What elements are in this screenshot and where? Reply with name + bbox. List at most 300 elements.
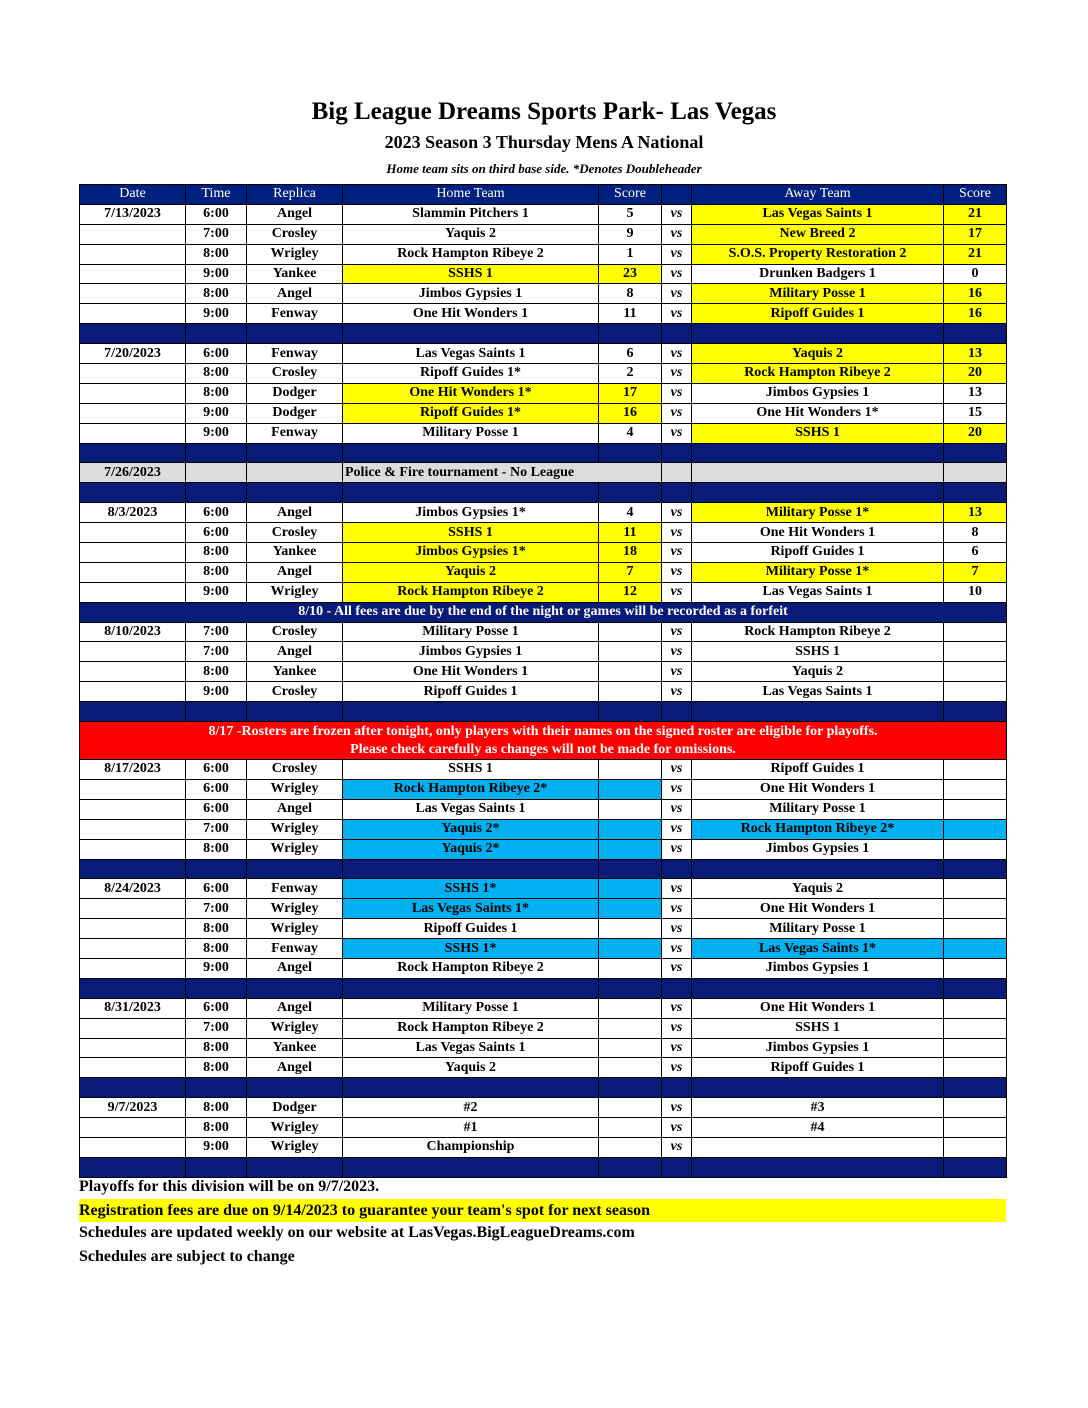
separator-cell [662,1157,692,1177]
date-cell [80,383,186,403]
field-cell: Crosley [247,224,343,244]
away-score-cell: 0 [944,264,1007,284]
away-score-cell [944,939,1007,959]
time-cell: 7:00 [186,622,247,642]
date-cell [80,523,186,543]
home-team-cell: Yaquis 2 [343,562,599,582]
home-score-cell [599,1058,662,1078]
col-home-header: Home Team [343,185,599,205]
away-score-cell [944,779,1007,799]
vs-cell: vs [662,939,692,959]
away-team-cell: Rock Hampton Ribeye 2 [692,364,944,384]
away-team-cell: Las Vegas Saints 1 [692,204,944,224]
table-row [80,819,1007,839]
home-score-cell [599,939,662,959]
table-row [80,1038,1007,1058]
home-team-cell: Slammin Pitchers 1 [343,204,599,224]
date-cell [80,939,186,959]
field-cell: Angel [247,284,343,304]
table-row [80,364,1007,384]
date-cell [80,224,186,244]
away-score-cell [944,919,1007,939]
home-score-cell: 9 [599,224,662,244]
date-cell: 8/24/2023 [80,879,186,899]
separator-cell [247,859,343,879]
table-row [80,224,1007,244]
home-team-cell: Championship [343,1137,599,1157]
field-cell: Angel [247,1058,343,1078]
away-score-cell [944,1058,1007,1078]
away-team-cell: Rock Hampton Ribeye 2* [692,819,944,839]
home-score-cell: 12 [599,582,662,602]
separator-cell [662,1078,692,1098]
home-team-cell: SSHS 1 [343,523,599,543]
date-cell [80,682,186,702]
home-team-cell: Ripoff Guides 1 [343,682,599,702]
separator-cell [343,978,599,998]
date-cell [80,403,186,423]
time-cell: 9:00 [186,582,247,602]
away-team-cell: Jimbos Gypsies 1 [692,958,944,978]
table-row [80,642,1007,662]
page-subtitle: 2023 Season 3 Thursday Mens A National [384,132,704,152]
table-header-row [80,185,1007,205]
date-cell [80,582,186,602]
away-score-cell: 8 [944,523,1007,543]
vs-cell: vs [662,1098,692,1118]
away-score-cell: 10 [944,582,1007,602]
home-team-cell: #2 [343,1098,599,1118]
time-cell: 6:00 [186,503,247,523]
table-row [80,244,1007,264]
no-league-note: Police & Fire tournament - No League [343,463,662,483]
separator-cell [247,702,343,722]
home-score-cell [599,1038,662,1058]
home-score-cell: 6 [599,344,662,364]
vs-cell: vs [662,760,692,780]
separator-cell [247,978,343,998]
home-team-cell: Rock Hampton Ribeye 2 [343,1018,599,1038]
no-league-row [80,463,1007,483]
vs-cell: vs [662,958,692,978]
date-cell [80,1018,186,1038]
date-cell [80,423,186,443]
date-cell [80,1137,186,1157]
separator-cell [599,443,662,463]
playoffs-note: Playoffs for this division will be on 9/7/2023. [79,1178,380,1195]
field-cell: Wrigley [247,244,343,264]
col-away-score-header: Score [944,185,1007,205]
away-team-cell: Ripoff Guides 1 [692,760,944,780]
field-cell: Wrigley [247,1137,343,1157]
date-cell [80,899,186,919]
date-cell [80,662,186,682]
home-team-cell: Rock Hampton Ribeye 2* [343,779,599,799]
separator-cell [247,443,343,463]
away-team-cell: Las Vegas Saints 1* [692,939,944,959]
website-note: Schedules are updated weekly on our website at LasVegas.BigLeagueDreams.com [79,1224,635,1241]
table-row [80,760,1007,780]
table-row [80,383,1007,403]
table-row [80,304,1007,324]
separator-cell [944,443,1007,463]
vs-cell: vs [662,383,692,403]
separator-row [80,978,1007,998]
separator-cell [80,702,186,722]
separator-cell [944,324,1007,344]
away-team-cell: Military Posse 1* [692,503,944,523]
fees-note-row [80,602,1007,622]
away-score-cell [944,899,1007,919]
date-cell: 8/17/2023 [80,760,186,780]
separator-cell [186,1078,247,1098]
separator-cell [186,483,247,503]
home-score-cell [599,839,662,859]
separator-cell [186,859,247,879]
away-team-cell: Yaquis 2 [692,344,944,364]
table-row [80,879,1007,899]
time-cell: 9:00 [186,423,247,443]
home-team-cell: Las Vegas Saints 1 [343,799,599,819]
separator-cell [247,1078,343,1098]
separator-cell [186,978,247,998]
away-team-cell: #4 [692,1118,944,1138]
away-team-cell: Military Posse 1 [692,919,944,939]
separator-cell [662,978,692,998]
away-score-cell [944,839,1007,859]
separator-cell [692,443,944,463]
separator-row [80,324,1007,344]
home-team-cell: Jimbos Gypsies 1* [343,543,599,563]
separator-cell [343,324,599,344]
vs-cell: vs [662,1038,692,1058]
separator-row [80,1078,1007,1098]
separator-cell [599,483,662,503]
time-cell: 8:00 [186,562,247,582]
home-team-cell: Military Posse 1 [343,998,599,1018]
separator-cell [692,483,944,503]
away-team-cell: Drunken Badgers 1 [692,264,944,284]
change-note: Schedules are subject to change [79,1248,295,1265]
away-score-cell: 17 [944,224,1007,244]
separator-cell [80,1078,186,1098]
home-team-cell: Yaquis 2* [343,819,599,839]
time-cell: 6:00 [186,760,247,780]
away-team-cell [692,1137,944,1157]
separator-cell [186,324,247,344]
vs-cell: vs [662,839,692,859]
away-score-cell [944,662,1007,682]
away-score-cell: 13 [944,503,1007,523]
vs-cell: vs [662,899,692,919]
table-row [80,622,1007,642]
separator-cell [80,324,186,344]
field-cell: Fenway [247,304,343,324]
home-team-cell: Military Posse 1 [343,423,599,443]
field-cell: Angel [247,642,343,662]
separator-cell [662,859,692,879]
separator-cell [599,978,662,998]
registration-note: Registration fees are due on 9/14/2023 to guarantee your team's spot for next season [79,1199,1006,1222]
time-cell: 9:00 [186,264,247,284]
time-cell: 7:00 [186,819,247,839]
field-cell: Crosley [247,682,343,702]
field-cell: Fenway [247,344,343,364]
home-score-cell [599,879,662,899]
time-cell: 8:00 [186,284,247,304]
home-score-cell [599,779,662,799]
away-team-cell: Ripoff Guides 1 [692,543,944,563]
separator-cell [944,702,1007,722]
separator-row [80,1157,1007,1177]
away-score-cell [944,799,1007,819]
home-team-cell: Rock Hampton Ribeye 2 [343,582,599,602]
time-cell: 7:00 [186,1018,247,1038]
field-cell: Dodger [247,1098,343,1118]
date-cell: 8/31/2023 [80,998,186,1018]
home-score-cell: 4 [599,503,662,523]
field-cell: Yankee [247,662,343,682]
away-team-cell: Yaquis 2 [692,879,944,899]
away-team-cell: SSHS 1 [692,642,944,662]
separator-cell [343,1078,599,1098]
away-score-cell [944,958,1007,978]
home-team-cell: Ripoff Guides 1* [343,364,599,384]
vs-cell: vs [662,304,692,324]
date-cell [80,264,186,284]
separator-cell [944,1078,1007,1098]
date-cell: 7/26/2023 [80,463,186,483]
time-cell: 8:00 [186,839,247,859]
home-score-cell: 8 [599,284,662,304]
home-score-cell [599,998,662,1018]
separator-cell [343,443,599,463]
away-score-cell: 16 [944,284,1007,304]
home-score-cell: 1 [599,244,662,264]
time-cell: 9:00 [186,403,247,423]
time-cell: 8:00 [186,919,247,939]
home-score-cell: 18 [599,543,662,563]
time-cell: 8:00 [186,244,247,264]
away-score-cell [944,463,1007,483]
time-cell: 7:00 [186,224,247,244]
time-cell: 8:00 [186,662,247,682]
separator-cell [662,702,692,722]
away-team-cell: Yaquis 2 [692,662,944,682]
separator-cell [80,859,186,879]
field-cell: Fenway [247,879,343,899]
table-row [80,1058,1007,1078]
separator-cell [186,702,247,722]
table-row [80,799,1007,819]
vs-cell: vs [662,1018,692,1038]
home-score-cell [599,662,662,682]
time-cell: 6:00 [186,799,247,819]
vs-cell: vs [662,204,692,224]
away-score-cell [944,879,1007,899]
field-cell: Dodger [247,383,343,403]
home-team-cell: Ripoff Guides 1 [343,919,599,939]
time-cell: 6:00 [186,779,247,799]
vs-cell: vs [662,779,692,799]
home-score-cell: 23 [599,264,662,284]
separator-cell [80,443,186,463]
date-cell [80,779,186,799]
separator-cell [343,859,599,879]
table-row [80,1018,1007,1038]
away-score-cell [944,1098,1007,1118]
away-team-cell: SSHS 1 [692,423,944,443]
vs-cell: vs [662,582,692,602]
away-team-cell: Las Vegas Saints 1 [692,682,944,702]
time-cell: 9:00 [186,682,247,702]
separator-cell [247,1157,343,1177]
field-cell: Crosley [247,523,343,543]
table-row [80,662,1007,682]
vs-cell: vs [662,403,692,423]
away-team-cell: Jimbos Gypsies 1 [692,1038,944,1058]
away-team-cell: Military Posse 1* [692,562,944,582]
home-score-cell: 2 [599,364,662,384]
away-team-cell: #3 [692,1098,944,1118]
vs-cell: vs [662,503,692,523]
vs-cell: vs [662,423,692,443]
table-row [80,562,1007,582]
time-cell: 8:00 [186,1098,247,1118]
table-row [80,403,1007,423]
home-score-cell: 7 [599,562,662,582]
separator-row [80,483,1007,503]
date-cell [80,958,186,978]
date-cell [80,543,186,563]
date-cell [80,1118,186,1138]
home-team-cell: Ripoff Guides 1* [343,403,599,423]
table-row [80,839,1007,859]
field-cell: Fenway [247,423,343,443]
field-cell: Crosley [247,364,343,384]
separator-cell [343,1157,599,1177]
away-score-cell: 15 [944,403,1007,423]
vs-cell: vs [662,919,692,939]
away-team-cell: Ripoff Guides 1 [692,1058,944,1078]
home-team-cell: One Hit Wonders 1 [343,304,599,324]
col-vs-header [662,185,692,205]
field-cell: Yankee [247,1038,343,1058]
away-score-cell: 21 [944,244,1007,264]
field-cell: Angel [247,204,343,224]
home-team-cell: Jimbos Gypsies 1 [343,284,599,304]
vs-cell: vs [662,682,692,702]
date-cell [80,839,186,859]
separator-cell [599,1078,662,1098]
home-team-cell: SSHS 1* [343,879,599,899]
separator-cell [944,1157,1007,1177]
page-title: Big League Dreams Sports Park- Las Vegas [311,98,777,125]
vs-cell: vs [662,284,692,304]
date-cell: 7/20/2023 [80,344,186,364]
table-row [80,284,1007,304]
home-score-cell [599,622,662,642]
table-row [80,204,1007,224]
home-score-cell: 17 [599,383,662,403]
field-cell: Wrigley [247,1018,343,1038]
home-score-cell: 11 [599,304,662,324]
time-cell: 6:00 [186,879,247,899]
home-team-cell: One Hit Wonders 1 [343,662,599,682]
field-cell [247,463,343,483]
away-score-cell: 20 [944,423,1007,443]
away-score-cell [944,760,1007,780]
date-cell [80,799,186,819]
time-cell: 7:00 [186,899,247,919]
home-team-cell: SSHS 1* [343,939,599,959]
field-cell: Wrigley [247,899,343,919]
separator-cell [692,859,944,879]
time-cell: 8:00 [186,1038,247,1058]
roster-note-line-1: 8/17 -Rosters are frozen after tonight, only players with their names on the signed roster are eligible for playoffs. [208,723,878,739]
fees-note: 8/10 - All fees are due by the end of the night or games will be recorded as a forfeit [80,602,1007,622]
table-row [80,344,1007,364]
away-score-cell [944,1038,1007,1058]
away-team-cell: One Hit Wonders 1 [692,523,944,543]
col-time-header: Time [186,185,247,205]
home-score-cell [599,1118,662,1138]
separator-row [80,443,1007,463]
home-score-cell [599,760,662,780]
field-cell: Yankee [247,543,343,563]
field-cell: Crosley [247,622,343,642]
home-team-cell: Yaquis 2* [343,839,599,859]
away-team-cell: One Hit Wonders 1 [692,899,944,919]
field-cell: Wrigley [247,1118,343,1138]
vs-cell: vs [662,364,692,384]
separator-cell [944,978,1007,998]
away-score-cell: 21 [944,204,1007,224]
table-row [80,523,1007,543]
field-cell: Angel [247,562,343,582]
away-score-cell [944,819,1007,839]
home-team-cell: SSHS 1 [343,264,599,284]
field-cell: Wrigley [247,819,343,839]
table-row [80,682,1007,702]
home-score-cell [599,682,662,702]
home-team-cell: One Hit Wonders 1* [343,383,599,403]
away-team-cell: Jimbos Gypsies 1 [692,839,944,859]
away-team-cell: One Hit Wonders 1* [692,403,944,423]
away-team-cell: Las Vegas Saints 1 [692,582,944,602]
separator-cell [247,324,343,344]
away-score-cell: 16 [944,304,1007,324]
vs-cell: vs [662,1118,692,1138]
field-cell: Angel [247,799,343,819]
date-cell [80,919,186,939]
away-team-cell: SSHS 1 [692,1018,944,1038]
table-row [80,543,1007,563]
away-score-cell [944,682,1007,702]
time-cell: 8:00 [186,939,247,959]
separator-cell [662,443,692,463]
time-cell [186,463,247,483]
separator-cell [692,702,944,722]
date-cell [80,244,186,264]
away-score-cell [944,1118,1007,1138]
schedule-table [79,184,1007,1178]
col-away-header: Away Team [692,185,944,205]
date-cell [80,284,186,304]
field-cell: Crosley [247,760,343,780]
home-team-cell: Jimbos Gypsies 1 [343,642,599,662]
field-cell: Wrigley [247,919,343,939]
